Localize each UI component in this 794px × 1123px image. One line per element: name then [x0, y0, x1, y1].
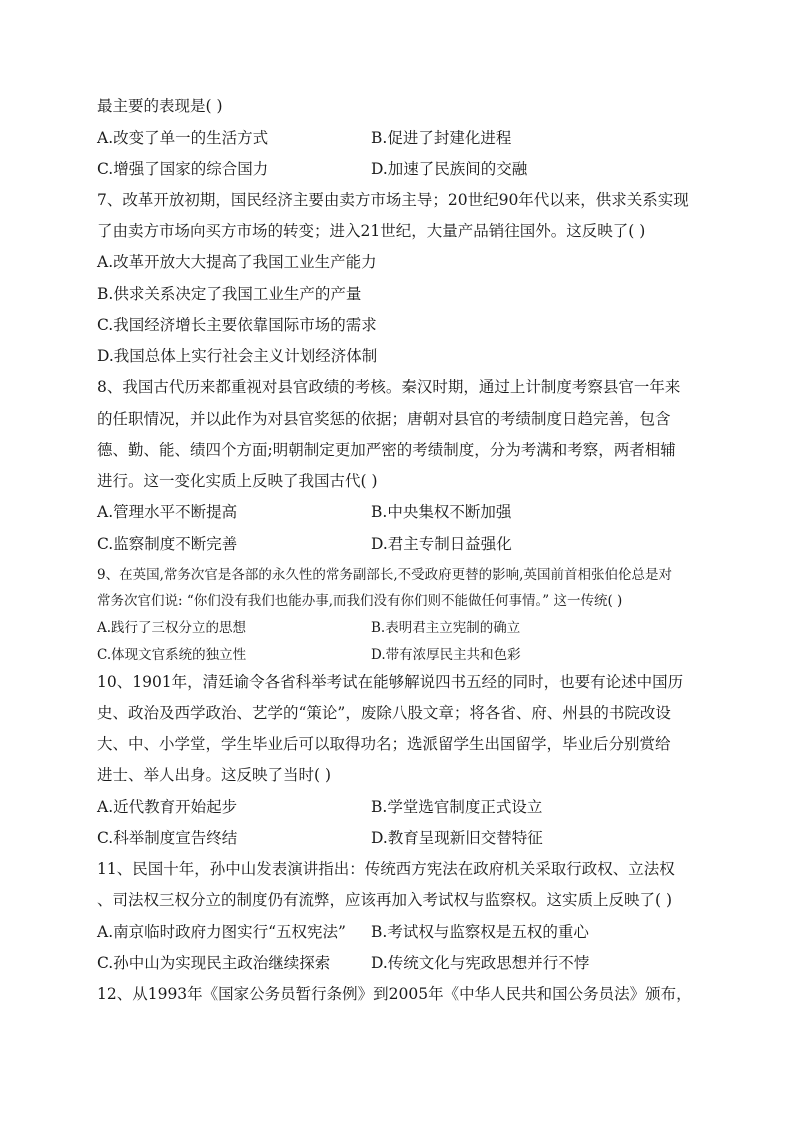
q10-option-b: B.学堂选官制度正式设立 [371, 798, 543, 816]
q7-stem-line-2: 了由卖方市场向买方市场的转变；进入21世纪，大量产品销往国外。这反映了( ) [97, 222, 646, 240]
q7-option-a: A.改革开放大大提高了我国工业生产能力 [97, 253, 377, 271]
q6-stem: 最主要的表现是( ) [97, 97, 223, 115]
q10-stem-line-2: 史、政治及西学政治、艺学的“策论”，废除八股文章；将各省、府、州县的书院改设 [97, 704, 671, 722]
q8-stem-line-4: 进行。这一变化实质上反映了我国古代( ) [97, 472, 378, 490]
q6-option-a: A.改变了单一的生活方式 [97, 129, 269, 147]
q11-option-c: C.孙中山为实现民主政治继续探索 [97, 954, 331, 972]
q11-option-a: A.南京临时政府力图实行“五权宪法” [97, 923, 346, 941]
q9-option-c: C.体现文官系统的独立性 [97, 647, 247, 663]
q6-option-c: C.增强了国家的综合国力 [97, 160, 269, 178]
q9-option-d: D.带有浓厚民主共和色彩 [371, 647, 521, 663]
q11-stem-line-1: 11、民国十年，孙中山发表演讲指出：传统西方宪法在政府机关采取行政权、立法权 [97, 860, 675, 878]
q11-option-d: D.传统文化与宪政思想并行不悖 [371, 954, 590, 972]
q7-option-d: D.我国总体上实行社会主义计划经济体制 [97, 347, 378, 365]
q10-option-c: C.科举制度宣告终结 [97, 829, 238, 847]
q10-stem-line-4: 进士、举人出身。这反映了当时( ) [97, 766, 332, 784]
q10-option-a: A.近代教育开始起步 [97, 798, 238, 816]
q8-option-c: C.监察制度不断完善 [97, 535, 238, 553]
q11-stem-line-2: 、司法权三权分立的制度仍有流弊，应该再加入考试权与监察权。这实质上反映了( ) [97, 891, 673, 909]
q10-option-d: D.教育呈现新旧交替特征 [371, 829, 543, 847]
q6-option-d: D.加速了民族间的交融 [371, 160, 528, 178]
q10-stem-line-3: 大、中、小学堂，学生毕业后可以取得功名；选派留学生出国留学，毕业后分别赏给 [97, 735, 671, 753]
q9-stem-line-1: 9、在英国,常务次官是各部的永久性的常务副部长,不受政府更替的影响,英国前首相张伯伦总是对 [97, 567, 672, 583]
q9-option-b: B.表明君主立宪制的确立 [371, 620, 521, 636]
q8-stem-line-1: 8、我国古代历来都重视对县官政绩的考核。秦汉时期，通过上计制度考察县官一年来 [97, 378, 681, 396]
q8-stem-line-3: 德、勤、能、绩四个方面;明朝制定更加严密的考绩制度，分为考满和考察，两者相辅 [97, 441, 676, 459]
q8-option-a: A.管理水平不断提高 [97, 503, 238, 521]
q8-option-d: D.君主专制日益强化 [371, 535, 512, 553]
q9-stem-line-2: 常务次官们说: “你们没有我们也能办事,而我们没有你们则不能做任何事情。” 这一传统( ) [97, 593, 623, 609]
q10-stem-line-1: 10、1901年，清廷谕令各省科举考试在能够解说四书五经的同时，也要有论述中国历 [97, 673, 684, 691]
q8-option-b: B.中央集权不断加强 [371, 503, 512, 521]
q7-stem-line-1: 7、改革开放初期，国民经济主要由卖方市场主导；20世纪90年代以来，供求关系实现 [97, 191, 689, 209]
q11-option-b: B.考试权与监察权是五权的重心 [371, 923, 589, 941]
q12-stem-line-1: 12、从1993年《国家公务员暂行条例》到2005年《中华人民共和国公务员法》颁布， [97, 985, 692, 1003]
q7-option-c: C.我国经济增长主要依靠国际市场的需求 [97, 316, 377, 334]
q8-stem-line-2: 的任职情况，并以此作为对县官奖惩的依据；唐朝对县官的考绩制度日趋完善，包含 [97, 410, 671, 428]
q9-option-a: A.践行了三权分立的思想 [97, 620, 247, 636]
q7-option-b: B.供求关系决定了我国工业生产的产量 [97, 285, 362, 303]
q6-option-b: B.促进了封建化进程 [371, 129, 512, 147]
